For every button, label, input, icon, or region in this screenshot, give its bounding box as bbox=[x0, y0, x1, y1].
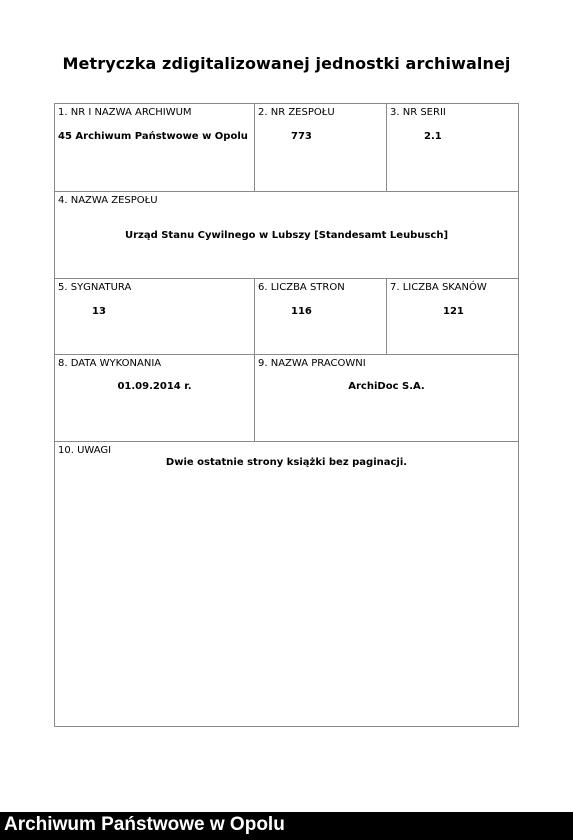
field-pages-label: 6. LICZBA STRON bbox=[258, 282, 345, 293]
field-fonds-name bbox=[55, 192, 518, 278]
field-date-value: 01.09.2014 r. bbox=[117, 381, 192, 392]
field-archive-value: 45 Archiwum Państwowe w Opolu bbox=[58, 131, 248, 142]
metadata-form bbox=[54, 103, 519, 727]
field-series-no-label: 3. NR SERII bbox=[390, 107, 446, 118]
footer-bar bbox=[0, 812, 573, 840]
field-scans-value: 121 bbox=[443, 306, 464, 317]
field-pages bbox=[255, 279, 386, 354]
field-series-no bbox=[387, 104, 518, 191]
field-fonds-no-value: 773 bbox=[291, 131, 312, 142]
field-date bbox=[55, 355, 254, 441]
field-workshop-value: ArchiDoc S.A. bbox=[348, 381, 425, 392]
field-series-no-value: 2.1 bbox=[424, 131, 442, 142]
field-workshop-label: 9. NAZWA PRACOWNI bbox=[258, 358, 366, 369]
field-fonds-no bbox=[255, 104, 386, 191]
field-fonds-name-value: Urząd Stanu Cywilnego w Lubszy [Standesamt Leubusch] bbox=[124, 230, 449, 241]
field-signature-label: 5. SYGNATURA bbox=[58, 282, 132, 293]
field-signature-value: 13 bbox=[92, 306, 106, 317]
field-signature bbox=[55, 279, 254, 354]
field-scans bbox=[387, 279, 518, 354]
field-fonds-no-label: 2. NR ZESPOŁU bbox=[258, 107, 335, 118]
field-remarks-label: 10. UWAGI bbox=[58, 445, 112, 456]
field-scans-label: 7. LICZBA SKANÓW bbox=[390, 282, 487, 293]
field-fonds-name-label: 4. NAZWA ZESPOŁU bbox=[58, 195, 158, 206]
field-date-label: 8. DATA WYKONANIA bbox=[58, 358, 162, 369]
field-archive bbox=[55, 104, 254, 191]
field-remarks bbox=[55, 442, 518, 726]
footer-archive-name: Archiwum Państwowe w Opolu bbox=[4, 814, 285, 835]
document-title: Metryczka zdigitalizowanej jednostki archiwalnej bbox=[62, 54, 511, 73]
field-remarks-value: Dwie ostatnie strony książki bez paginacji. bbox=[165, 457, 408, 468]
field-archive-label: 1. NR I NAZWA ARCHIWUM bbox=[58, 107, 192, 118]
field-workshop bbox=[255, 355, 518, 441]
field-pages-value: 116 bbox=[291, 306, 312, 317]
